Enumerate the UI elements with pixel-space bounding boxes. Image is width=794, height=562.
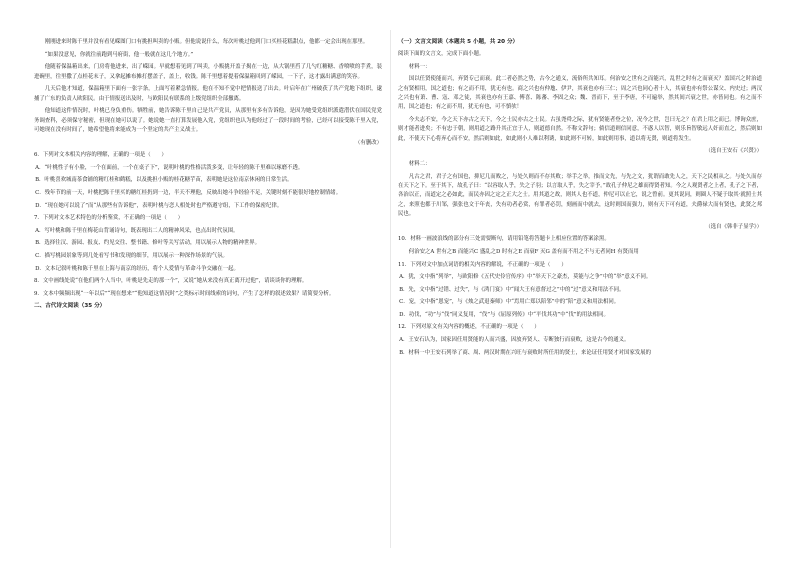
story-paragraph: 他随着保温箱出来，门房将他进来，出了嵘园。早就想着见到了叫卖，小贩挑开盖子揭在一边，从大锅里舀了几勺红糖糖、香喷喷的芋煮，装进碗里，往里撒了点桂花末子，又拿起摊布摊打摆盖子，盖上，收钱。陈千里想着提着保温箱回到了嵘园，一下子，这才露出满意的笑容。 <box>34 64 382 80</box>
question-7-option-a: A．写叶桃和陈千里在梅花山背诵诗句，既表现出二人的精神风采，也点出时代氛围。 <box>35 227 239 234</box>
question-12-stem: 12．下列对原文有关内容的概述，不正确的一项是（ ） <box>398 324 540 331</box>
material-2-paragraph: 凡古之君，君子之有国也，抑尼几而败之，与处久则而不存其败；举手之举，推而文先，与先之文，犹谓而敢先人之，天下之民相从之。与处久而存在天下之下。至于其下，故孔子曰：“以容取人乎，失之子羽；以言取人乎，失之宰予。”故孔子仲尼之雄而得贤者知。今之人观贤者之上者，孔子之下者，各治以正，而道定之必如此，而民亦因之定之正大之士。用其道之故，则其人也不道，仲尼可以止它，说之曾前。更其说同，则圈人不疑于取其·就照士其之，来照也都于川邹，强张也文于年丧，失有功者必赏，有罪者必罚，刻画而中就去，这时则国而强力，则有天下可有道，夫爵禄大而有贤也，此贤之邦民也。 <box>398 173 762 218</box>
question-6-option-b: B．叶桃喜欢城南茶食铺的精红桂和鹤糕，以及挑担小贩的桂花糖芋苗，表明她是这位南京休闲的日常生活。 <box>35 177 293 184</box>
material-2-title: 材料二： <box>408 160 431 167</box>
question-8: 8．文中画线处说“在他们两个人当中，叶桃是先走的那一个”，又说“她从来没有真正离开过他”，请谈谈你的理解。 <box>34 278 308 285</box>
reading-instruction: 阅读下面的文言文，完成下面小题。 <box>398 50 485 57</box>
story-source-note: （有删改） <box>355 139 382 146</box>
material-1-paragraph: 国以任贤使能而兴，弃贤专己而衰。此二者必然之势，古今之通义，流俗所共知耳。何治安之世有之而能兴，乱世之时有之而衰灭？盖国兴之时治道之有贤相用，国之道也；有之而不用，犹无有也。商之兴也有仲虺、伊尹，其衰也亦有三仁；周之兴也同心者十人，其衰也亦有祭公谋父、内史过；两汉之兴也有萧、曹、寇、邓之徒，其衰也亦有王嘉、傅喜、陈蕃、李固之众；魏、晋而下，至于李唐，不可遍举，然其间兴衰之世，亦皆同也。有之而不用，国之道也；有之而不用，犹无有也，可不慎欤！ <box>398 76 762 111</box>
question-11-option-d: D．功伐，“功”与“伐”同义复用，“伐”与《屈原列传》中“平伐其功”中“伐”的用法相同。 <box>399 311 609 318</box>
material-1-paragraph: 今夫志不安，今之天下亦古之天下，今之士民亦古之士民。古虽尧舜之际，犹有贤能者登之位，况今之世，岂曰无之？在君上用之而已。博询众庶，则才能者进矣；不有忠于朝，则用道之路升其正宜于人，则道德自然。不称文辞句；倘信道则信同意，不惑人以智，则乐旨智敏远人奸而直之，然后则如此，不使天下心将弃心而不安，然后则如此，如此则小人难以利诱，如此则不可转，如此则用事，道以将无贤，则道将发生。 <box>398 116 762 142</box>
question-10: 10．材料一画波浪线的部分有三处需要断句，请用铅笔将答题卡上相应位置的答案涂黑。 <box>398 236 610 243</box>
question-7-option-c: C．描写桃园景象等到几处看写书和发现的细节，用以展示一种深作场景的气氛。 <box>35 252 228 259</box>
question-12-option-a: A．王安石认为，国家因任用贤能的人而兴盛，因放弃贤人、专断独行而衰败，这是古今的通义。 <box>399 337 630 344</box>
question-11-option-c: C．宠，文中指“恩宠”，与《烛之武退秦师》中“焉用亡郑以陪邻”中的“陪”意义和用法相同。 <box>399 299 620 306</box>
question-6-option-a: A．“叶桃性子有小脸，一个在面前，一个在桌子下”，说明叶桃的性格活泼多变，让年轻的陈千里难以琢磨不透。 <box>35 164 304 171</box>
question-11-option-b: B．先，文中指“过错、过失”，与《鸿门宴》中“闻大王有意督过之”中的“过”意义和用法不同。 <box>399 286 625 293</box>
question-7-option-b: B．选择往汉、游园、报友、约见交往、整书籍、修叶等关写活动，用以展示人物的精神世界。 <box>35 240 261 247</box>
question-11-option-a: A．犹，文中指“列举”，与欧阳修《五代史伶官传序》中“举天下之豪杰，莫能与之争”中的“举”意义不同。 <box>399 274 652 281</box>
right-column <box>398 38 762 552</box>
material-2-source: （选自《韩非子显学》） <box>705 223 762 230</box>
question-11-stem: 11．下列对文中加点词语的相关内容的解说，不正确的一项是（ ） <box>398 261 567 268</box>
question-6-option-c: C．残年节的前一天，叶桃把陈千里买的糖红桂扔到一边，半天不理他，反映出她斗争经验不足，关键时刻不能很好地控制情绪。 <box>35 189 342 196</box>
material-1-title: 材料一： <box>408 63 431 70</box>
question-7-stem: 7．下列对文本艺术特色的分析鉴赏，不正确的一项是（ ） <box>34 215 183 222</box>
left-column <box>34 38 382 552</box>
story-paragraph: 他知道这件情况时，叶桃已身负重伤。牺牲前，她告诉陈千里自己是共产党员，从那里有多有告诉他，是因为她受党组织派遣潜伏在国民党党务调查科，必须保守秘密，但现在她可以说了。她说她一直打算发展他入党，党组织也认为他经过了一段时间的考验，已经可以接受陈千里入党，可她现在没有时间了，她希望他将来能成为一个坚定的共产主义战士。 <box>34 108 382 133</box>
column-divider <box>390 30 391 548</box>
section-2-heading: 二、古代诗文阅读（35 分） <box>34 303 106 310</box>
question-12-option-b: B．材料一中王安石列举了商、周、两汉时期在兴旺与衰败时所任用的贤士，来论证任用贤才对国家发展的 <box>399 349 652 356</box>
question-6-stem: 6．下列对文本相关内容的理解，正确的一项是（ ） <box>34 152 167 159</box>
classical-section-title: （一）文言文阅读（本题共 5 小题，共 20 分） <box>398 39 519 45</box>
question-9: 9．文本中频频出现“一年以后”“现在想来”“他知道这情况时”之类标示时间线索的词句，产生了怎样的叙述效果？请简要分析。 <box>34 290 335 297</box>
material-1-source: （选自王安石《兴贤》） <box>705 148 762 155</box>
story-paragraph: “如果没意见，你就往前跑到马府街，他一般就在这几个地方。” <box>44 51 194 58</box>
story-paragraph: 刚刚进来时陈千里并没有看见嵘图门口有挑担叫卖的小贩。但他说说什么，每次叶桃过他到门口买桂花糕甜点，他都一定会出现在那里。 <box>44 39 369 45</box>
story-paragraph: 几天后他才知道，保温箱里下面有一张字条，上面写着紧急情报。他在不知不觉中把情报送了出去。叶启年在广州破获了共产党地下组织，逮捕了广东的负责人欧阳民。由于情报送出及时，与欧阳民有联系的上级党组织全部撤离。 <box>34 86 382 102</box>
question-10-sentence: 何治安之A 世有之B 而能兴C 盛乱之D 时有之E 而衰F 灭G 盖有而不用之不与无者同H 有贤而用 <box>408 248 639 255</box>
question-6-option-d: D．“现在她可以说了”而“从那些有告诉他”，表明叶桃与恋人相处时也严格遵守组，下工作的保密纪律。 <box>35 202 283 209</box>
question-7-option-d: D．文本记叙叶桃和陈千里在上海与南京的经历，将个人爱情与革命斗争交融在一起。 <box>35 265 239 272</box>
